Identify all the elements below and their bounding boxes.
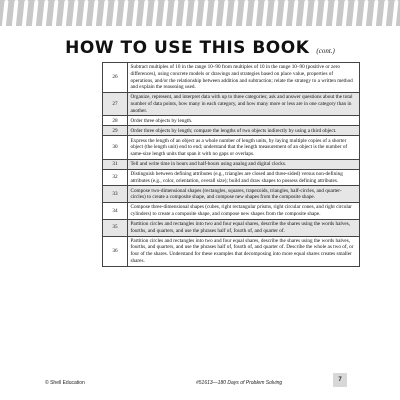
page-number: 7 (333, 373, 347, 387)
page-footer (0, 378, 400, 400)
table-row (103, 219, 360, 236)
table-row (103, 236, 360, 266)
row-standard-text: Partition circles and rectangles into two and four equal shares, describe the shares using the words halves, fourths, and quarters, and use the phrases half of, fourth of, and quarter of. Describe the whole as two of, or four of the shares. Understand for these examples that decomposing into more equal shares creates smaller shares. (128, 236, 360, 266)
row-number: 27 (103, 93, 128, 116)
table-row (103, 136, 360, 159)
row-number: 34 (103, 203, 128, 220)
table-row (103, 169, 360, 186)
decorative-header-band (0, 0, 400, 30)
row-standard-text: Distinguish between defining attributes (e.g., triangles are closed and three-sided) versus non-defining attributes (e.g., color, orientation, overall size); build and draw shapes to possess defining attributes. (128, 169, 360, 186)
page-title-continued: (cont.) (316, 47, 335, 55)
row-standard-text: Subtract multiples of 10 in the range 10–90 from multiples of 10 in the range 10–90 (positive or zero differences), using concrete models or drawings and strategies based on place value, properties of operations, and/or the relationship between addition and subtraction; relate the strategy to a written method and explain the reasoning used. (128, 63, 360, 93)
row-standard-text: Order three objects by length; compare the lengths of two objects indirectly by using a third object. (128, 126, 360, 136)
row-number: 32 (103, 169, 128, 186)
row-number: 29 (103, 126, 128, 136)
table-row (103, 186, 360, 203)
row-standard-text: Express the length of an object as a whole number of length units, by laying multiple copies of a shorter object (the length unit) end to end; understand that the length measurement of an object is the number of same-size length units that span it with no gaps or overlaps. (128, 136, 360, 159)
row-number: 30 (103, 136, 128, 159)
footer-publisher: © Shell Education (45, 380, 85, 386)
table-row (103, 116, 360, 126)
table-row (103, 126, 360, 136)
row-number: 31 (103, 159, 128, 169)
footer-book-title: #51613—180 Days of Problem Solving (196, 380, 283, 386)
row-number: 36 (103, 236, 128, 266)
row-number: 28 (103, 116, 128, 126)
page-title: HOW TO USE THIS BOOK (65, 38, 310, 58)
standards-table-wrapper (102, 62, 360, 267)
header-stripes (0, 0, 400, 26)
row-standard-text: Compose three-dimensional shapes (cubes, right rectangular prisms, right circular cones, and right circular cylinders) to create a composite shape, and compose new shapes from the composite shape. (128, 203, 360, 220)
row-standard-text: Organize, represent, and interpret data with up to three categories; ask and answer questions about the total number of data points, how many in each category, and how many more or less are in one category than in another. (128, 93, 360, 116)
table-row (103, 159, 360, 169)
page-heading (0, 38, 400, 58)
row-standard-text: Tell and write time in hours and half-hours using analog and digital clocks. (128, 159, 360, 169)
row-standard-text: Compose two-dimensional shapes (rectangles, squares, trapezoids, triangles, half-circles, and quarter-circles) to create a composite shape, and compose new shapes from the composite shape. (128, 186, 360, 203)
standards-table (102, 62, 360, 267)
row-number: 35 (103, 219, 128, 236)
table-row (103, 93, 360, 116)
row-standard-text: Order three objects by length. (128, 116, 360, 126)
table-row (103, 63, 360, 93)
row-number: 26 (103, 63, 128, 93)
table-row (103, 203, 360, 220)
row-number: 33 (103, 186, 128, 203)
row-standard-text: Partition circles and rectangles into two and four equal shares, describe the shares using the words halves, fourths, and quarters, and use the phrases half of, fourth of, and quarter of. (128, 219, 360, 236)
